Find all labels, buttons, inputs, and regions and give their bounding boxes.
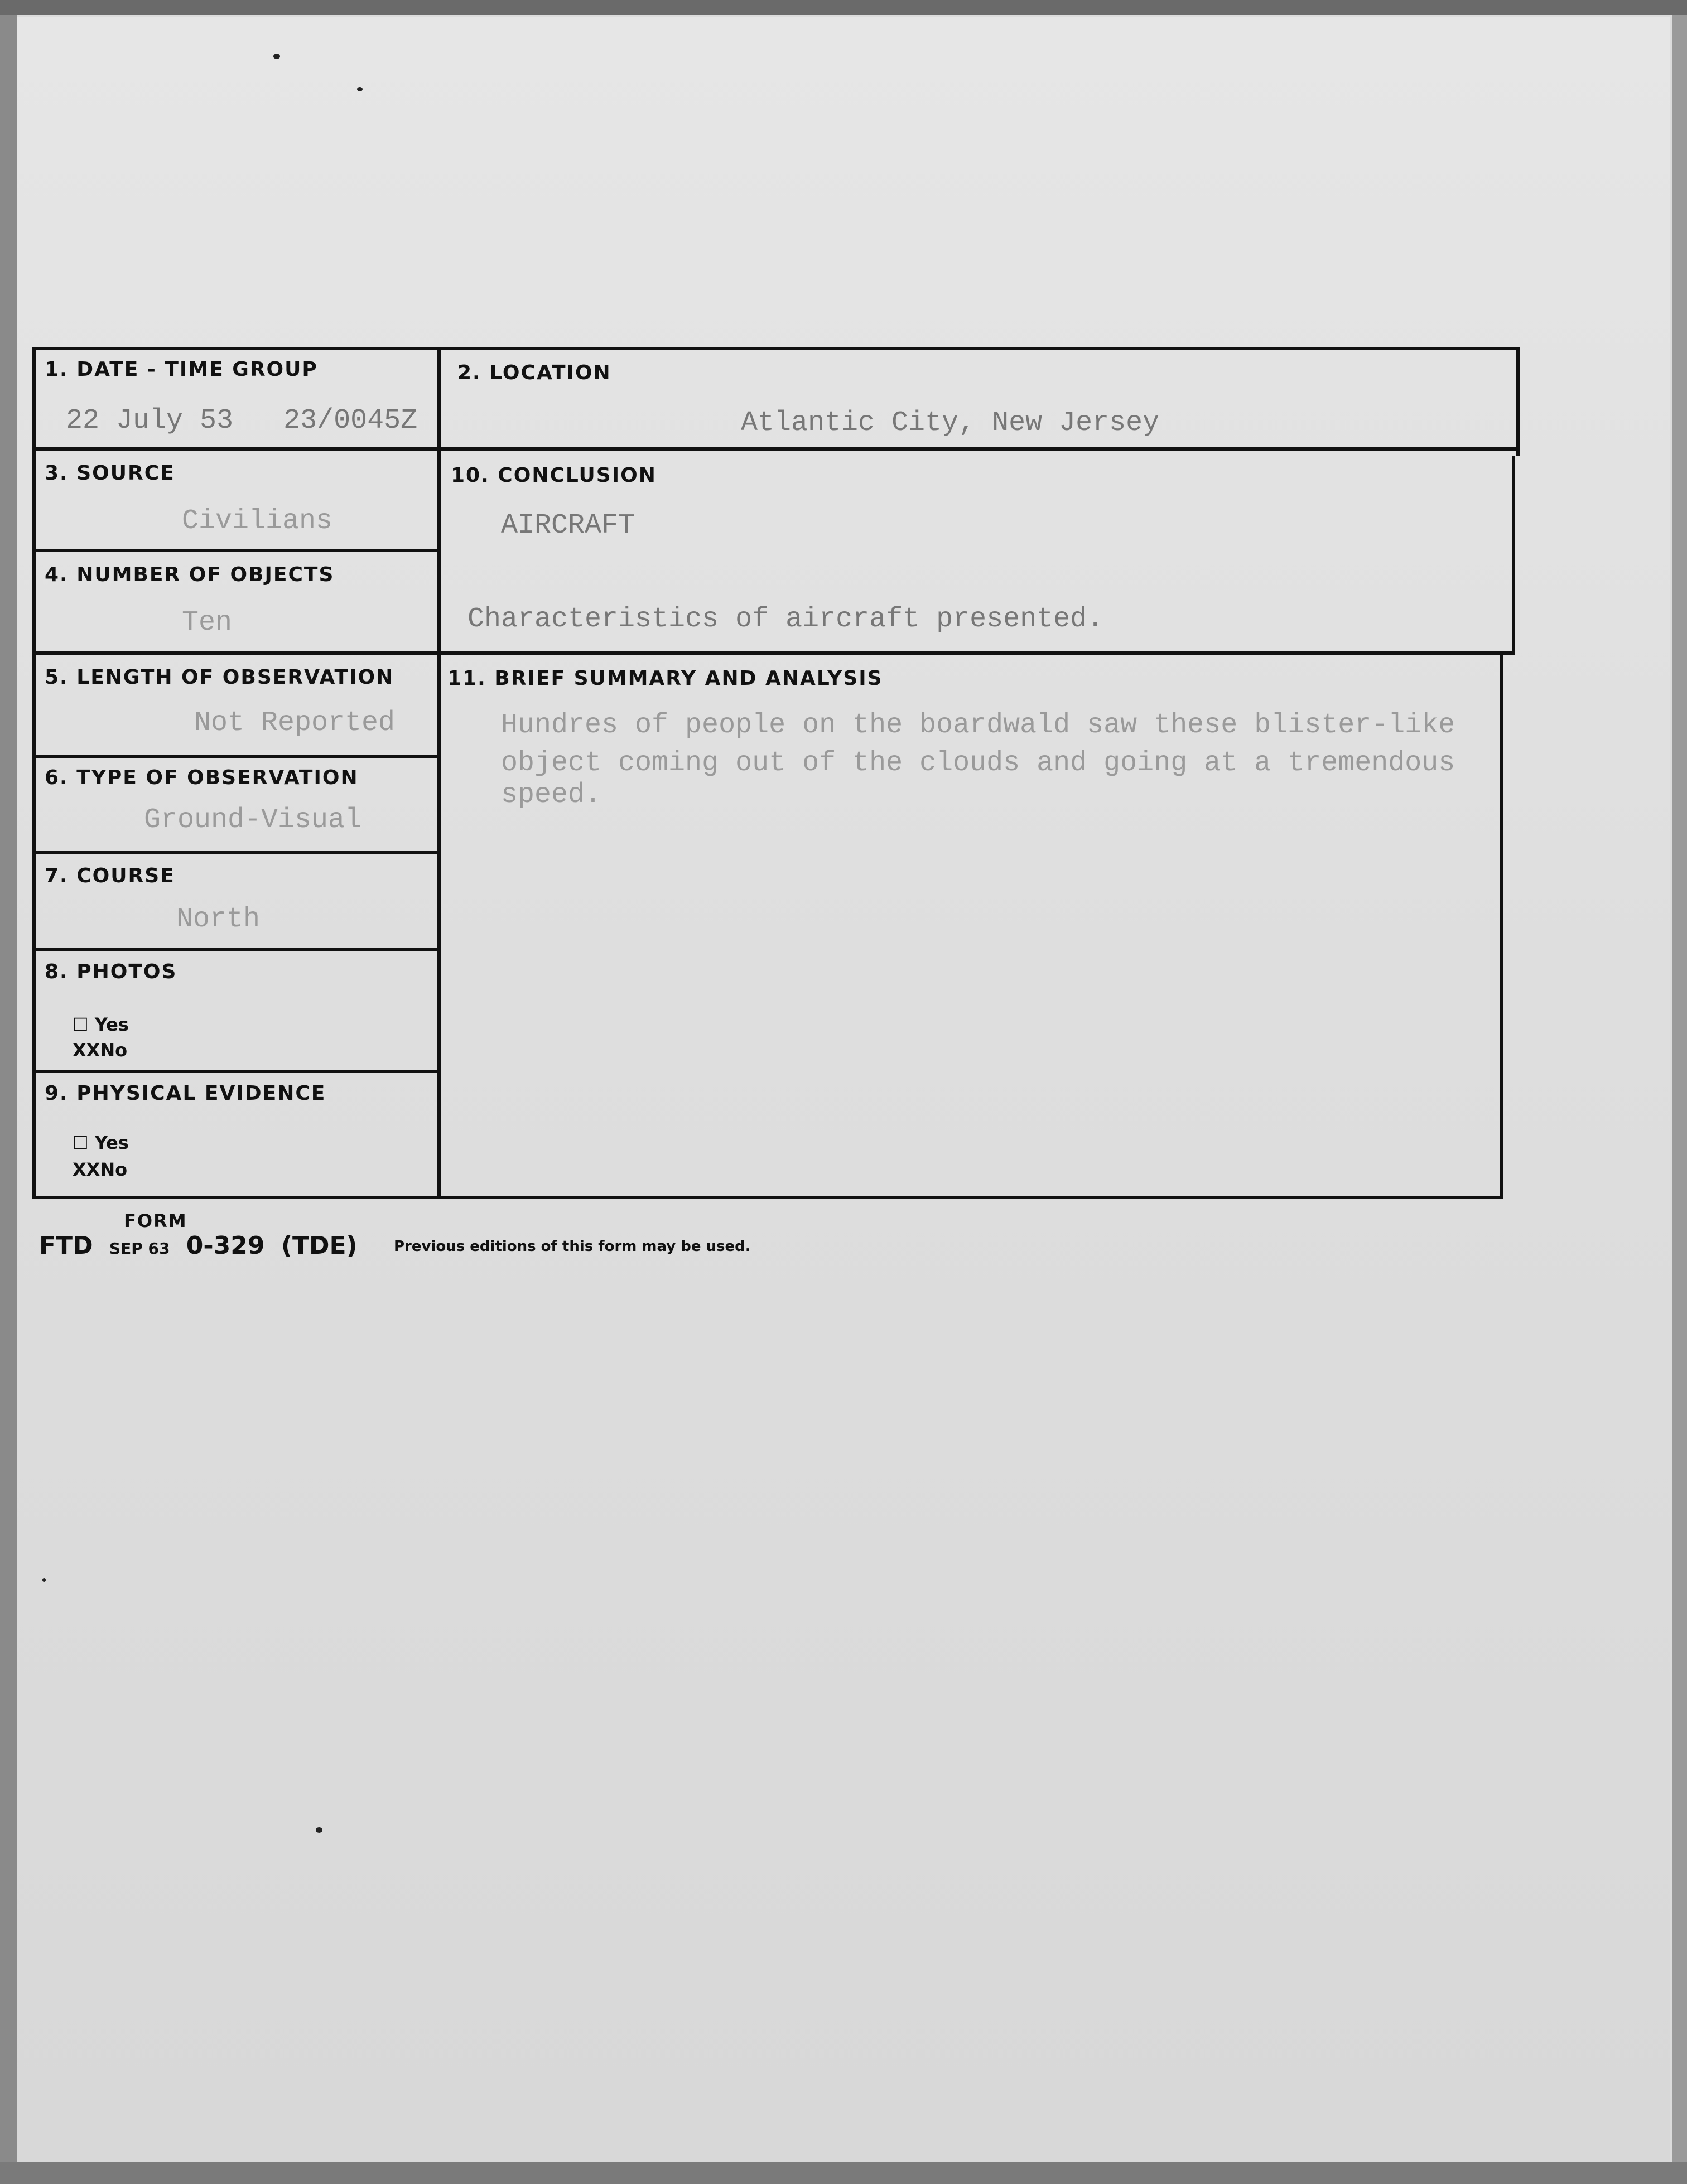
brief-summary-line-1: Hundres of people on the boardwald saw these blister-like — [501, 709, 1455, 741]
form-right-border — [1516, 347, 1520, 456]
project-record-card — [32, 347, 1519, 1199]
photos-label: 8. PHOTOS — [45, 960, 177, 983]
scan-bottom-edge — [0, 2162, 1687, 2184]
length-of-observation-label: 5. LENGTH OF OBSERVATION — [45, 666, 394, 689]
source-label: 3. SOURCE — [45, 462, 175, 485]
footer-form-id — [39, 1231, 365, 1260]
photos-no-option[interactable]: XXNo — [73, 1040, 128, 1061]
physical-evidence-yes-option[interactable]: ☐ Yes — [73, 1132, 129, 1153]
type-of-observation-value: Ground-Visual — [144, 804, 362, 836]
row-divider — [32, 851, 440, 854]
course-value: North — [176, 903, 261, 935]
form-bottom-border — [32, 1196, 1503, 1199]
physical-evidence-label: 9. PHYSICAL EVIDENCE — [45, 1082, 326, 1105]
brief-summary-line-2: object coming out of the clouds and going at a tremendous speed. — [501, 747, 1455, 811]
row-divider — [32, 755, 440, 758]
brief-summary-label: 11. BRIEF SUMMARY AND ANALYSIS — [447, 667, 883, 690]
dust-speck — [357, 87, 363, 91]
footer-agency: FTD — [39, 1231, 93, 1260]
length-of-observation-value: Not Reported — [194, 707, 396, 739]
form-right-border — [1500, 655, 1503, 1197]
dust-speck — [273, 54, 280, 59]
conclusion-note: Characteristics of aircraft presented. — [467, 603, 1104, 635]
footer-form-number: 0-329 — [186, 1231, 265, 1260]
scan-left-edge — [0, 0, 17, 2184]
number-of-objects-label: 4. NUMBER OF OBJECTS — [45, 563, 335, 586]
number-of-objects-value: Ten — [182, 607, 233, 639]
footer-form-word: FORM — [124, 1210, 187, 1231]
scan-right-edge — [1672, 0, 1687, 2184]
dust-speck — [42, 1578, 46, 1582]
footer-note: Previous editions of this form may be used. — [394, 1238, 751, 1255]
row-divider — [32, 447, 1519, 451]
row-divider — [32, 948, 440, 951]
location-value: Atlantic City, New Jersey — [741, 407, 1160, 439]
form-right-border — [1512, 456, 1515, 655]
location-label: 2. LOCATION — [457, 361, 611, 384]
scan-top-edge — [0, 0, 1687, 15]
row-divider — [32, 549, 440, 552]
conclusion-label: 10. CONCLUSION — [451, 464, 657, 487]
physical-evidence-no-option[interactable]: XXNo — [73, 1159, 128, 1180]
date-time-group-label: 1. DATE - TIME GROUP — [45, 358, 318, 381]
type-of-observation-label: 6. TYPE OF OBSERVATION — [45, 766, 359, 789]
date-time-group-value: 22 July 53 23/0045Z — [66, 405, 418, 437]
row-divider — [32, 651, 1515, 655]
dust-speck — [316, 1827, 322, 1833]
source-value: Civilians — [182, 505, 333, 537]
footer-code: (TDE) — [281, 1231, 358, 1260]
row-divider — [32, 1070, 440, 1073]
conclusion-value: AIRCRAFT — [501, 510, 635, 542]
course-label: 7. COURSE — [45, 864, 175, 887]
photos-yes-option[interactable]: ☐ Yes — [73, 1014, 129, 1035]
footer-date: SEP 63 — [109, 1239, 170, 1258]
